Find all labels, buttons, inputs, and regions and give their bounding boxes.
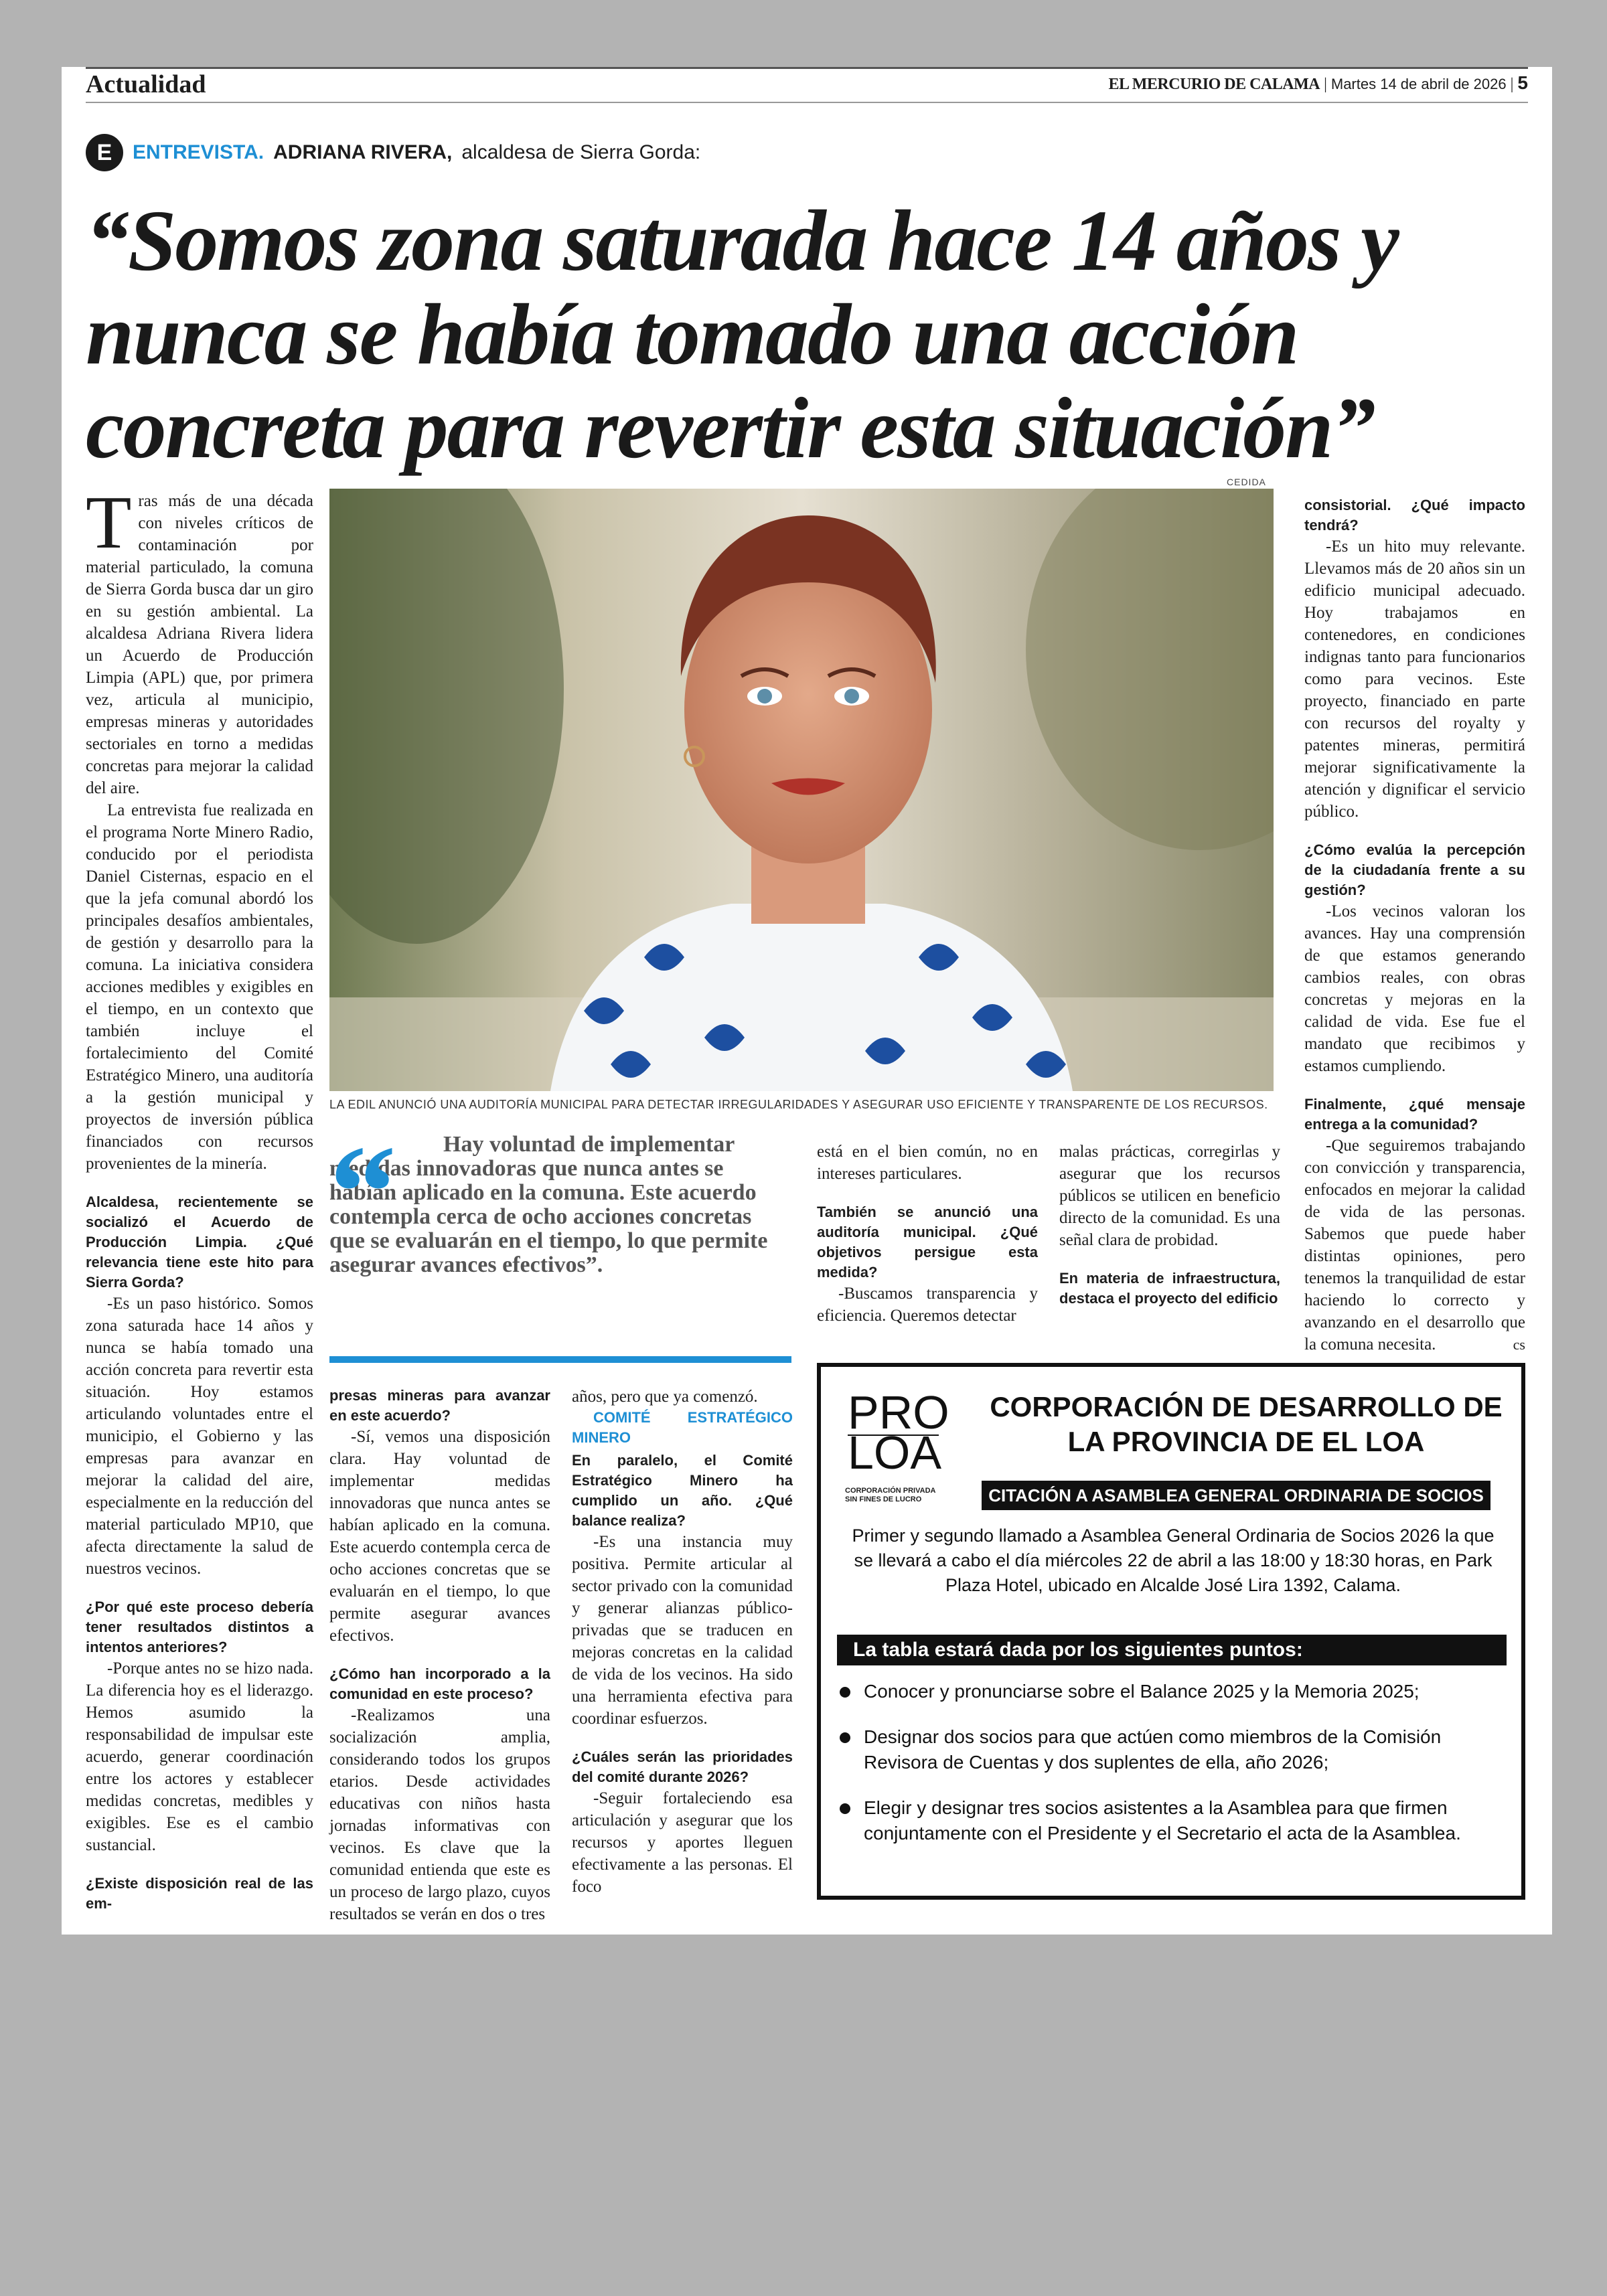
- entrevista-badge-icon: E: [86, 134, 123, 171]
- kicker-name: ADRIANA RIVERA,: [273, 141, 453, 163]
- pull-quote: [329, 1119, 791, 1277]
- paragraph: La entrevista fue realizada en el programa Norte Minero Radio, conducido por el periodista Daniel Cisternas, espacio en el que la jefa comunal abordó los principales desafíos ambientales, de gestión y desarrollo para la comuna. La iniciativa considera acciones medibles y exigibles en el tiempo, en un contexto que también incluye el fortalecimiento del Comité Estratégico Minero, una auditoría a la gestión municipal y proyectos de inversión pública financiados con recursos provenientes de la minería.: [86, 801, 313, 1173]
- answer: -Es un hito muy relevante. Llevamos más de 20 años sin un edificio municipal adecuado. Hoy trabajamos en contenedores, en condiciones indignas tanto para funcionarios como para vecinos. Este proyecto, financiado en parte con recursos del royalty y patentes mineras, permitirá mejorar significativamente la atención y dignificar el servicio público.: [1304, 538, 1525, 821]
- photo-caption: LA EDIL ANUNCIÓ UNA AUDITORÍA MUNICIPAL PARA DETECTAR IRREGULARIDADES Y ASEGURAR USO EFICIENTE Y TRANSPARENTE DE LOS RECURSOS.: [329, 1098, 1268, 1111]
- ad-body: Primer y segundo llamado a Asamblea General Ordinaria de Socios 2026 la que se llevará a cabo el día miércoles 22 de abril a las 18:00 y 18:30 horas, en Park Plaza Hotel, ubicado en Alcalde José Lira 1392, Calama.: [852, 1526, 1495, 1595]
- separator: |: [1320, 76, 1331, 93]
- answer: -Es un paso histórico. Somos zona saturada hace 14 años y nunca se había tomado una acción concreta para revertir esta situación. Hoy estamos articulando voluntades entre el municipio, el Gobierno y las empresas para avanzar en mejorar la calidad del aire, especialmente en la reducción del material particulado MP10, que afecta directamente la salud de nuestros vecinos.: [86, 1295, 313, 1578]
- quote-mark-icon: “: [329, 1119, 396, 1266]
- question: ¿Por qué este proceso debería tener resultados distintos a intentos anteriores?: [86, 1598, 313, 1655]
- question: presas mineras para avanzar en este acuerdo?: [329, 1387, 550, 1424]
- kicker: [86, 134, 700, 171]
- dropcap: T: [86, 481, 132, 564]
- bullet-icon: [840, 1687, 850, 1698]
- issue-date: Martes 14 de abril de 2026: [1330, 76, 1507, 92]
- question: ¿Cómo han incorporado a la comunidad en este proceso?: [329, 1665, 550, 1702]
- end-mark: cs: [1513, 1336, 1525, 1353]
- pull-quote-rule: [329, 1356, 791, 1363]
- question: También se anunció una auditoría municipal. ¿Qué objetivos persigue esta medida?: [817, 1204, 1038, 1281]
- page-number: 5: [1517, 72, 1528, 93]
- lead-paragraph: Tras más de una década con niveles críticos de contaminación por material particulado, la comuna de Sierra Gorda busca dar un giro en su gestión ambiental. La alcaldesa Adriana Rivera lidera un Acuerdo de Producción Limpia (APL) que, por primera vez, articula al municipio, empresas mineras y autoridades sectoriales en torno a medidas concretas para mejorar la calidad del aire.: [86, 481, 313, 797]
- headline: “Somos zona saturada hace 14 años y nunca se había tomado una acción concreta para revertir esta situación”: [86, 193, 1398, 477]
- answer: -Porque antes no se hizo nada. La diferencia hoy es el liderazgo. Hemos asumido la responsabilidad de impulsar este acuerdo, generar coordinación entre los actores y establecer medidas concretas, medibles y exigibles. Ese es el cambio sustancial.: [86, 1659, 313, 1854]
- answer: -Es una instancia muy positiva. Permite articular al sector privado con la comunidad y generar alianzas público-privadas que se traducen en mejoras concretas en la calidad de vida de los vecinos. Ha sido una herramienta efectiva para coordinar esfuerzos.: [572, 1533, 793, 1728]
- header-top-rule: [86, 67, 1528, 69]
- answer: -Que seguiremos trabajando con convicción y transparencia, enfocados en mejorar la calidad de vida de las personas. Sabemos que puede haber distintas opiniones, pero tenemos la tranquilidad de estar haciendo lo correcto y avanzando en el desarrollo que la comuna necesita. cs: [1304, 1135, 1525, 1356]
- photo-credit: CEDIDA: [1227, 477, 1266, 487]
- column-4: [817, 1141, 1038, 1327]
- answer: -Realizamos una socialización amplia, considerando todos los grupos etarios. Desde actividades educativas con niños hasta jornadas informativas con vecinos. Es clave que la comunidad entienda que este es un proceso de largo plazo, cuyos resultados se verán en dos o tres: [329, 1706, 550, 1923]
- proloa-logo: [845, 1383, 972, 1504]
- question: En materia de infraestructura, destaca el proyecto del edificio: [1059, 1270, 1280, 1307]
- section-title: Actualidad: [86, 70, 206, 98]
- answer-continued: malas prácticas, corregirlas y asegurar que los recursos públicos se utilicen en beneficio directo de la comunidad. Es una señal clara de probidad.: [1059, 1143, 1280, 1249]
- bullet-icon: [840, 1803, 850, 1814]
- advertisement: [817, 1363, 1525, 1900]
- answer: -Buscamos transparencia y eficiencia. Queremos detectar: [817, 1285, 1038, 1325]
- answer: -Seguir fortaleciendo esa articulación y asegurar que los recursos y aportes lleguen efectivamente a las personas. El foco: [572, 1789, 793, 1896]
- question: En paralelo, el Comité Estratégico Minero ha cumplido un año. ¿Qué balance realiza?: [572, 1452, 793, 1529]
- portrait-photo: [329, 489, 1274, 1091]
- logo-line-2: LOA: [848, 1426, 942, 1479]
- question: ¿Cuáles serán las prioridades del comité durante 2026?: [572, 1748, 793, 1785]
- question: ¿Existe disposición real de las em-: [86, 1875, 313, 1912]
- column-1: [86, 481, 313, 1914]
- ad-title: CORPORACIÓN DE DESARROLLO DE LA PROVINCIA DE EL LOA: [990, 1391, 1503, 1457]
- question-continued: consistorial. ¿Qué impacto tendrá?: [1304, 497, 1525, 534]
- bullet-icon: [840, 1732, 850, 1743]
- newspaper-name: EL MERCURIO DE CALAMA: [1108, 76, 1320, 93]
- answer: -Los vecinos valoran los avances. Hay una comprensión de que estamos generando cambios reales, con obras concretas y mejoras en la calidad de vida. Ese fue el mandato que recibimos y estamos cumpliendo.: [1304, 902, 1525, 1075]
- pull-quote-text: Hay voluntad de implementar medidas innovadoras que nunca antes se habían aplicado en la comuna. Este acuerdo contempla cerca de ocho acciones concretas que se evaluarán en el tiempo, lo que permite asegurar avances efectivos”.: [329, 1132, 768, 1277]
- logo-line-1: PRO: [848, 1386, 949, 1439]
- ad-list-title: La tabla estará dada por los siguientes puntos:: [837, 1635, 1507, 1665]
- answer-continued: años, pero que ya comenzó.: [572, 1388, 758, 1406]
- question: ¿Cómo evalúa la percepción de la ciudadanía frente a su gestión?: [1304, 841, 1525, 898]
- column-2: [329, 1386, 550, 1925]
- newspaper-info: EL MERCURIO DE CALAMA | Martes 14 de abril de 2026 | 5: [1108, 72, 1528, 93]
- subheading: COMITÉ ESTRATÉGICO MINERO: [572, 1409, 793, 1446]
- header-bottom-rule: [86, 102, 1528, 103]
- column-6: [1304, 495, 1525, 1356]
- ad-list-item: Conocer y pronunciarse sobre el Balance 2025 y la Memoria 2025;: [837, 1679, 1507, 1704]
- proloa-logo-icon: [845, 1383, 972, 1483]
- logo-tagline: CORPORACIÓN PRIVADA SIN FINES DE LUCRO: [845, 1487, 936, 1503]
- ad-list-item: Elegir y designar tres socios asistentes a la Asamblea para que firmen conjuntamente con el Presidente y el Secretario el acta de la Asamblea.: [837, 1795, 1507, 1846]
- column-3: [572, 1386, 793, 1898]
- portrait-illustration: [329, 489, 1274, 1091]
- ad-list-item: Designar dos socios para que actúen como miembros de la Comisión Revisora de Cuentas y dos suplentes de ella, año 2026;: [837, 1724, 1507, 1775]
- kicker-role: alcaldesa de Sierra Gorda:: [461, 141, 701, 163]
- question: Alcaldesa, recientemente se socializó el Acuerdo de Producción Limpia. ¿Qué relevancia tiene este hito para Sierra Gorda?: [86, 1194, 313, 1291]
- column-5: [1059, 1141, 1280, 1309]
- ad-banner: CITACIÓN A ASAMBLEA GENERAL ORDINARIA DE SOCIOS: [982, 1481, 1490, 1510]
- ad-list: [837, 1679, 1507, 1866]
- question: Finalmente, ¿qué mensaje entrega a la comunidad?: [1304, 1096, 1525, 1133]
- kicker-label: ENTREVISTA.: [133, 141, 264, 163]
- newspaper-page: [62, 67, 1552, 1935]
- answer-continued: está en el bien común, no en intereses particulares.: [817, 1143, 1038, 1183]
- answer: -Sí, vemos una disposición clara. Hay voluntad de implementar medidas innovadoras que nunca antes se habían aplicado en la comuna. Este acuerdo contempla cerca de ocho acciones concretas que se evaluarán en el tiempo, lo que permite asegurar avances efectivos.: [329, 1428, 550, 1645]
